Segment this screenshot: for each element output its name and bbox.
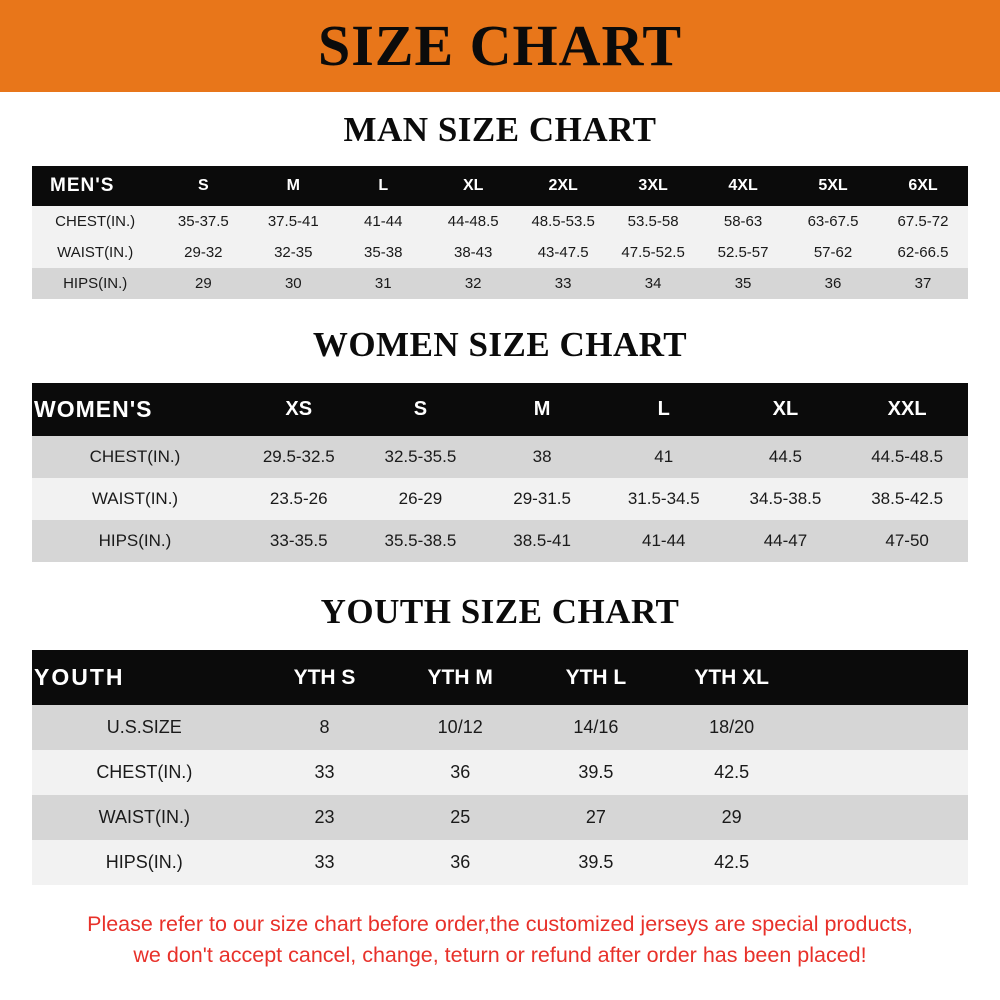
table-cell: 18/20 xyxy=(664,705,800,750)
table-cell: 47.5-52.5 xyxy=(608,237,698,268)
table-cell: 25 xyxy=(392,795,528,840)
table-cell: 38-43 xyxy=(428,237,518,268)
table-cell: 35-37.5 xyxy=(158,206,248,237)
women-section-title: WOMEN SIZE CHART xyxy=(312,325,688,364)
women-header-label: WOMEN'S xyxy=(32,383,238,436)
table-cell: 29 xyxy=(158,268,248,299)
man-header-cell: 2XL xyxy=(518,166,608,206)
table-row xyxy=(32,268,968,299)
table-header-row xyxy=(32,166,968,206)
table-cell: 38.5-41 xyxy=(481,520,603,562)
table-cell: 34 xyxy=(608,268,698,299)
table-cell: 44-47 xyxy=(725,520,847,562)
table-cell: 33-35.5 xyxy=(238,520,360,562)
table-cell: 52.5-57 xyxy=(698,237,788,268)
table-cell: 31.5-34.5 xyxy=(603,478,725,520)
man-header-cell: XL xyxy=(428,166,518,206)
youth-table-body xyxy=(32,705,968,885)
man-table-body xyxy=(32,206,968,299)
row-label: WAIST(IN.) xyxy=(32,795,257,840)
table-cell: 36 xyxy=(392,750,528,795)
table-cell: 41-44 xyxy=(603,520,725,562)
women-header-cell: S xyxy=(360,383,482,436)
row-label: HIPS(IN.) xyxy=(32,520,238,562)
man-header-label: MEN'S xyxy=(32,166,158,206)
page-title: SIZE CHART xyxy=(317,13,683,78)
women-header-cell: XL xyxy=(725,383,847,436)
table-cell: 39.5 xyxy=(528,750,664,795)
table-cell: 10/12 xyxy=(392,705,528,750)
man-header-cell: 3XL xyxy=(608,166,698,206)
man-header-cell: 4XL xyxy=(698,166,788,206)
youth-header-cell: YTH L xyxy=(528,650,664,705)
table-cell: 27 xyxy=(528,795,664,840)
women-table-body xyxy=(32,436,968,562)
youth-table-wrapper xyxy=(32,650,968,885)
table-cell: 41 xyxy=(603,436,725,478)
table-cell: 57-62 xyxy=(788,237,878,268)
table-cell: 42.5 xyxy=(664,750,800,795)
table-row xyxy=(32,795,968,840)
table-cell: 44.5-48.5 xyxy=(846,436,968,478)
table-cell: 29 xyxy=(664,795,800,840)
table-cell: 33 xyxy=(518,268,608,299)
footer-note-line-2: we don't accept cancel, change, teturn or refund after order has been placed! xyxy=(133,943,867,968)
man-header-cell: 5XL xyxy=(788,166,878,206)
table-cell: 53.5-58 xyxy=(608,206,698,237)
table-cell: 29-31.5 xyxy=(481,478,603,520)
table-cell: 44-48.5 xyxy=(428,206,518,237)
table-cell: 44.5 xyxy=(725,436,847,478)
footer-note xyxy=(18,909,982,971)
women-header-cell: XXL xyxy=(846,383,968,436)
row-label: CHEST(IN.) xyxy=(32,750,257,795)
women-table-header xyxy=(32,383,968,436)
row-label: U.S.SIZE xyxy=(32,705,257,750)
table-row xyxy=(32,478,968,520)
table-cell: 35.5-38.5 xyxy=(360,520,482,562)
table-cell: 8 xyxy=(257,705,393,750)
table-cell: 48.5-53.5 xyxy=(518,206,608,237)
man-header-cell: 6XL xyxy=(878,166,968,206)
footer-note-line-1: Please refer to our size chart before order,the customized jerseys are special products, xyxy=(87,912,913,936)
man-header-cell: S xyxy=(158,166,248,206)
youth-header-cell: YTH S xyxy=(257,650,393,705)
man-header-cell: L xyxy=(338,166,428,206)
women-header-cell: L xyxy=(603,383,725,436)
women-size-table xyxy=(32,383,968,562)
table-cell-empty xyxy=(800,840,968,885)
table-cell: 32 xyxy=(428,268,518,299)
table-header-row xyxy=(32,383,968,436)
table-cell: 67.5-72 xyxy=(878,206,968,237)
man-section-title: MAN SIZE CHART xyxy=(343,110,657,149)
youth-table-header xyxy=(32,650,968,705)
table-cell: 38 xyxy=(481,436,603,478)
row-label: WAIST(IN.) xyxy=(32,237,158,268)
table-cell: 37.5-41 xyxy=(248,206,338,237)
row-label: WAIST(IN.) xyxy=(32,478,238,520)
table-header-row xyxy=(32,650,968,705)
women-header-cell: XS xyxy=(238,383,360,436)
row-label: HIPS(IN.) xyxy=(32,268,158,299)
table-row xyxy=(32,840,968,885)
table-cell: 35 xyxy=(698,268,788,299)
youth-size-table xyxy=(32,650,968,885)
table-cell: 37 xyxy=(878,268,968,299)
table-cell: 34.5-38.5 xyxy=(725,478,847,520)
table-cell: 33 xyxy=(257,840,393,885)
table-cell: 29-32 xyxy=(158,237,248,268)
table-cell: 42.5 xyxy=(664,840,800,885)
table-cell: 38.5-42.5 xyxy=(846,478,968,520)
table-cell: 30 xyxy=(248,268,338,299)
table-row xyxy=(32,705,968,750)
table-row xyxy=(32,750,968,795)
man-table-wrapper xyxy=(32,166,968,299)
table-cell: 33 xyxy=(257,750,393,795)
header-banner xyxy=(0,0,1000,92)
table-row xyxy=(32,206,968,237)
table-cell: 29.5-32.5 xyxy=(238,436,360,478)
women-header-cell: M xyxy=(481,383,603,436)
table-cell: 58-63 xyxy=(698,206,788,237)
table-cell-empty xyxy=(800,705,968,750)
women-table-wrapper xyxy=(32,383,968,562)
table-cell: 26-29 xyxy=(360,478,482,520)
table-cell: 36 xyxy=(392,840,528,885)
table-cell: 23.5-26 xyxy=(238,478,360,520)
row-label: CHEST(IN.) xyxy=(32,206,158,237)
table-row xyxy=(32,436,968,478)
man-header-cell: M xyxy=(248,166,338,206)
youth-section-title: YOUTH SIZE CHART xyxy=(320,592,680,631)
youth-header-label: YOUTH xyxy=(32,650,257,705)
youth-header-cell: YTH M xyxy=(392,650,528,705)
table-cell: 32.5-35.5 xyxy=(360,436,482,478)
table-cell: 41-44 xyxy=(338,206,428,237)
youth-header-cell: YTH XL xyxy=(664,650,800,705)
table-cell: 39.5 xyxy=(528,840,664,885)
table-cell: 43-47.5 xyxy=(518,237,608,268)
table-cell: 62-66.5 xyxy=(878,237,968,268)
table-cell: 35-38 xyxy=(338,237,428,268)
table-row xyxy=(32,520,968,562)
table-row xyxy=(32,237,968,268)
row-label: CHEST(IN.) xyxy=(32,436,238,478)
table-cell: 14/16 xyxy=(528,705,664,750)
table-cell: 63-67.5 xyxy=(788,206,878,237)
table-cell: 32-35 xyxy=(248,237,338,268)
youth-header-cell-empty xyxy=(800,650,968,705)
table-cell-empty xyxy=(800,795,968,840)
table-cell-empty xyxy=(800,750,968,795)
table-cell: 47-50 xyxy=(846,520,968,562)
table-cell: 23 xyxy=(257,795,393,840)
man-table-header xyxy=(32,166,968,206)
row-label: HIPS(IN.) xyxy=(32,840,257,885)
man-size-table xyxy=(32,166,968,299)
table-cell: 31 xyxy=(338,268,428,299)
table-cell: 36 xyxy=(788,268,878,299)
